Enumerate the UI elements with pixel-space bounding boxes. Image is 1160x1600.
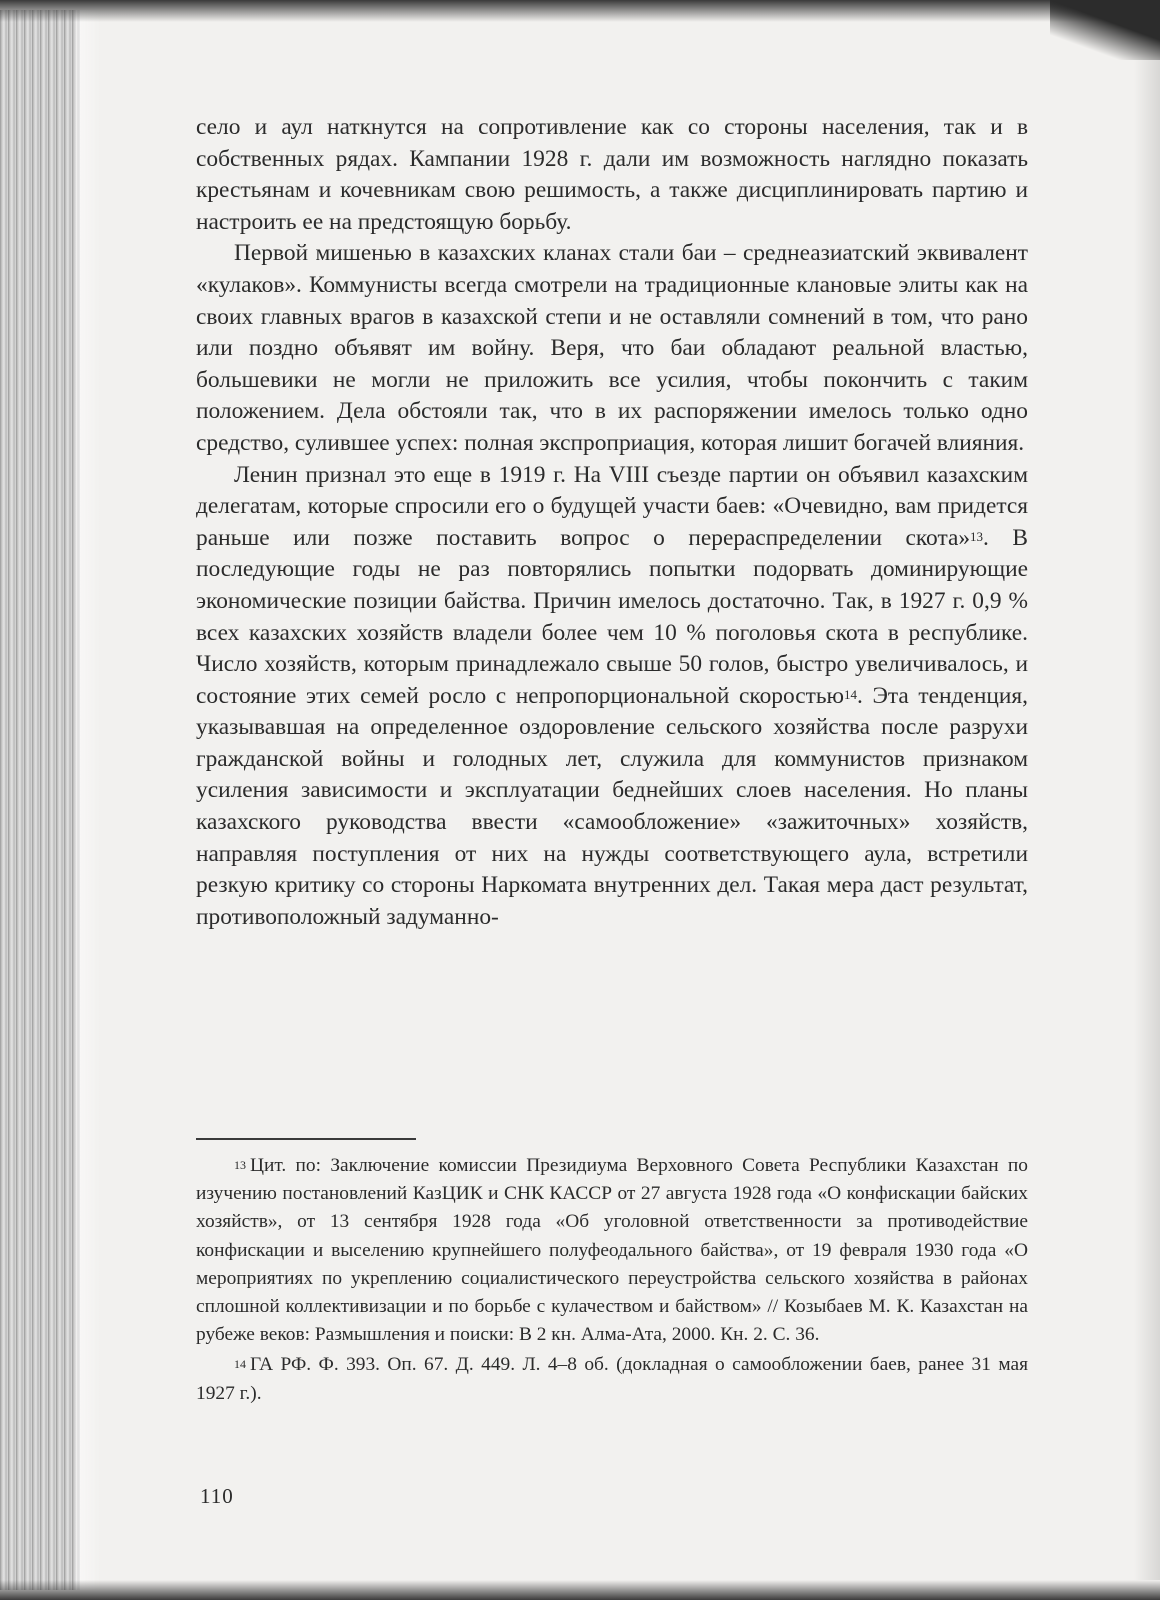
footnotes [196, 1152, 1028, 1410]
footnote-ref-14[interactable]: 14 [844, 686, 857, 702]
right-page-edge [1134, 60, 1160, 1580]
footnote-14 [196, 1351, 1028, 1407]
footnote-text: Цит. по: Заключение комиссии Президиума Верховного Совета Республики Казахстан по изучению постановлений КазЦИК и СНК КАССР от 27 августа 1928 года «О конфискации байских хозяйств», от 13 сентября 1928 года «Об уголовной ответственности за противодействие конфискации и выселению крупнейшего полуфеодального байства», от 19 февраля 1930 года «О мероприятиях по укреплению социалистического переустройства сельского хозяйства в районах сплошной коллективизации и по борьбе с кулачеством и байством» // Козыбаев М. К. Казахстан на рубеже веков: Размышления и поиски: В 2 кн. Алма-Ата, 2000. Кн. 2. С. 36. [196, 1155, 1028, 1346]
footnote-number: 13 [234, 1158, 246, 1172]
corner-scan-shadow [1050, 0, 1160, 60]
footnote-ref-13[interactable]: 13 [970, 528, 984, 544]
paragraph-3 [196, 460, 1028, 934]
footnote-13 [196, 1152, 1028, 1349]
main-text [196, 112, 1028, 933]
paragraph-3-part-3: . Эта тенденция, указывавшая на определенное оздоровление сельского хозяйства после разрухи гражданской войны и голодных лет, служила для коммунистов признаком усиления зависимости и эксплуатации беднейших слоев населения. Но планы казахского руководства ввести «самообложение» «зажиточных» хозяйств, направляя поступления от них на нужды соответствующего аула, встретили резкую критику со стороны Наркомата внутренних дел. Такая мера даст результат, противоположный задуманно- [196, 682, 1028, 930]
book-page-edges [0, 10, 80, 1590]
paragraph-3-part-2: . В последующие годы не раз повторялись попытки подорвать доминирующие экономические позиции байства. Причин имелось достаточно. Так, в 1927 г. 0,9 % всех казахских хозяйств владели более чем 10 % поголовья скота в республике. Число хозяйств, которым принадлежало свыше 50 голов, быстро увеличивалось, и состояние этих семей росло с непропорциональной скоростью [196, 524, 1028, 709]
paragraph-2: Первой мишенью в казахских кланах стали баи – среднеазиатский эквивалент «кулаков». Коммунисты всегда смотрели на традиционные клановые элиты как на своих главных врагов в казахской степи и не оставляли сомнений в том, что рано или поздно объявят им войну. Веря, что баи обладают реальной властью, большевики не могли не приложить все усилия, чтобы покончить с таким положением. Дела обстояли так, что в их распоряжении имелось только одно средство, сулившее успех: полная экспроприация, которая лишит богачей влияния. [196, 240, 1028, 456]
footnote-number: 14 [234, 1357, 246, 1372]
paragraph-1: село и аул наткнутся на сопротивление как со стороны населения, так и в собственных рядах. Кампании 1928 г. дали им возможность наглядно показать крестьянам и кочевникам свою решимость, а также дисциплинировать партию и настроить ее на предстоящую борьбу. [196, 114, 1028, 235]
footnote-divider [196, 1138, 416, 1140]
bottom-scan-shadow [0, 1580, 1160, 1600]
footnote-text: ГА РФ. Ф. 393. Оп. 67. Д. 449. Л. 4–8 об. (докладная о самообложении баев, ранее 31 мая 1927 г.). [196, 1354, 1028, 1404]
top-scan-shadow [0, 0, 1160, 22]
page-number: 110 [200, 1484, 234, 1508]
paragraph-3-part-1: Ленин признал это еще в 1919 г. На VIII съезде партии он объявил казахским делегатам, которые спросили его о будущей участи баев: «Очевидно, вам придется раньше или позже поставить вопрос о перераспределении скота» [196, 461, 1028, 551]
